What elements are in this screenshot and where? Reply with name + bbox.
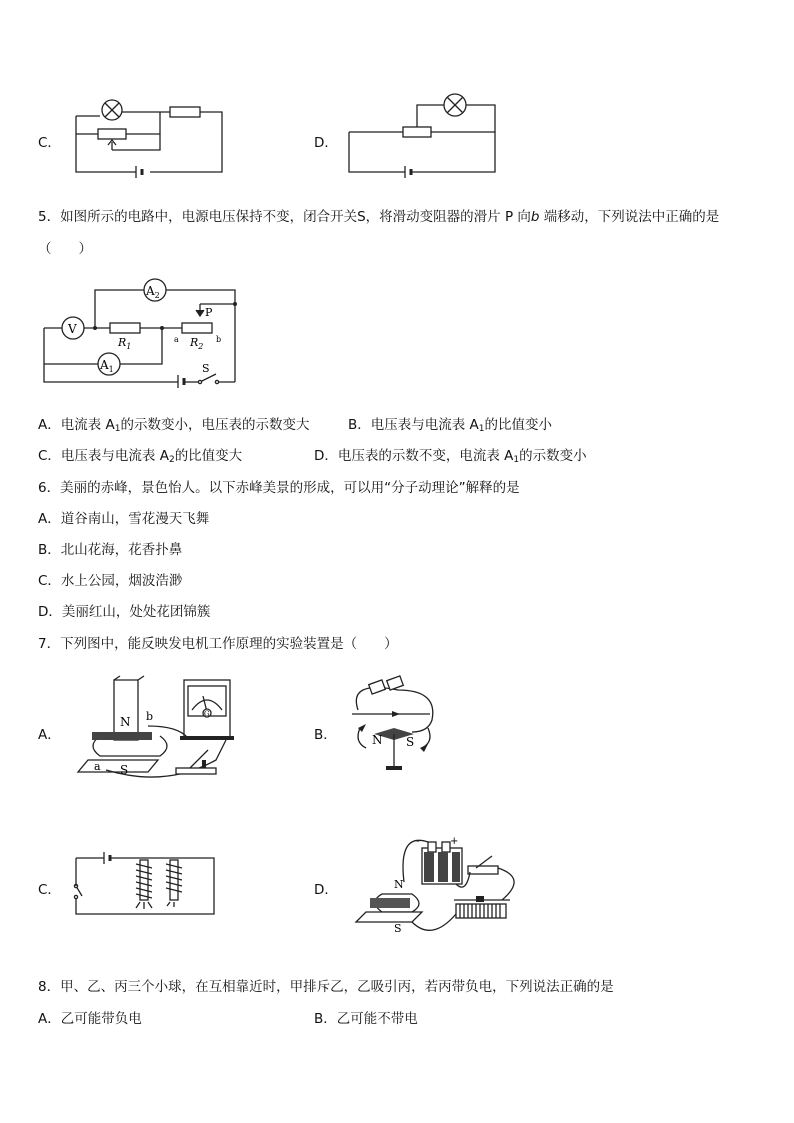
q7-figure-b (348, 670, 438, 774)
fig-b-s-label: S (406, 735, 415, 749)
galvanometer-g-label: G (204, 710, 210, 718)
fig-d-n-label: N (394, 878, 404, 891)
q6-option-c: C．水上公园，烟波浩渺 (38, 573, 183, 589)
terminal-a-label: a (174, 335, 179, 344)
q8-option-a: A．乙可能带负电 (38, 1011, 142, 1027)
question-5-text: 5．如图所示的电路中，电源电压保持不变，闭合开关S，将滑动变阻器的滑片 P 向b 端移动，下列说法中正确的是 (38, 209, 720, 225)
q7-option-c-label: C． (38, 882, 61, 898)
q5-option-b: B．电压表与电流表 $A_1$的比值变小 (348, 417, 553, 434)
ammeter-a1-label: $A_1$ (100, 358, 114, 374)
resistor-r1-label: $R_1$ (118, 336, 132, 351)
q7-option-a-label: A． (38, 727, 61, 743)
q6-option-d: D．美丽红山，处处花团锦簇 (38, 604, 211, 620)
fig-b-n-label: N (372, 733, 383, 747)
fig-a-s-label: S (120, 763, 129, 777)
q6-option-b: B．北山花海，花香扑鼻 (38, 542, 183, 558)
fig-d-plus-label: + (450, 836, 459, 847)
q7-option-d-label: D． (314, 882, 338, 898)
voltmeter-label: V (68, 322, 77, 336)
option-c-label: C． (38, 135, 61, 151)
q6-option-a: A．道谷南山，雪花漫天飞舞 (38, 511, 210, 527)
circuit-diagram-d (345, 92, 505, 182)
circuit-diagram-c (70, 98, 230, 180)
slider-p-label: P (205, 306, 213, 319)
q7-option-b-label: B． (314, 727, 337, 743)
terminal-b-label: b (216, 335, 222, 344)
q7-figure-a (78, 676, 238, 782)
ammeter-a2-label: $A_2$ (146, 284, 160, 300)
fig-d-s-label: S (394, 922, 402, 935)
q7-figure-c (70, 852, 216, 922)
question-5-circuit (40, 278, 240, 386)
question-5-paren: （ ） (38, 241, 92, 257)
q8-option-b: B．乙可能不带电 (314, 1011, 418, 1027)
question-7-text: 7．下列图中，能反映发电机工作原理的实验装置是（ ） (38, 636, 398, 652)
switch-s-label: S (202, 362, 210, 375)
fig-d-minus-label: - (416, 834, 420, 847)
q5-option-a: A．电流表 $A_1$的示数变小，电压表的示数变大 (38, 417, 310, 434)
question-8-text: 8．甲、乙、丙三个小球，在互相靠近时，甲排斥乙，乙吸引丙，若丙带负电，下列说法正确的是 (38, 979, 614, 995)
q5-option-c: C．电压表与电流表 $A_2$的比值变大 (38, 448, 243, 465)
q5-option-d: D．电压表的示数不变，电流表 $A_1$的示数变小 (314, 448, 587, 465)
q7-figure-d (352, 834, 522, 942)
question-6-text: 6．美丽的赤峰，景色怡人。以下赤峰美景的形成，可以用“分子动理论”解释的是 (38, 480, 520, 496)
option-d-label: D． (314, 135, 338, 151)
fig-a-n-label: N (120, 715, 131, 729)
fig-a-a-label: a (94, 760, 101, 773)
resistor-r2-label: $R_2$ (190, 336, 204, 351)
fig-a-b-label: b (146, 710, 154, 723)
